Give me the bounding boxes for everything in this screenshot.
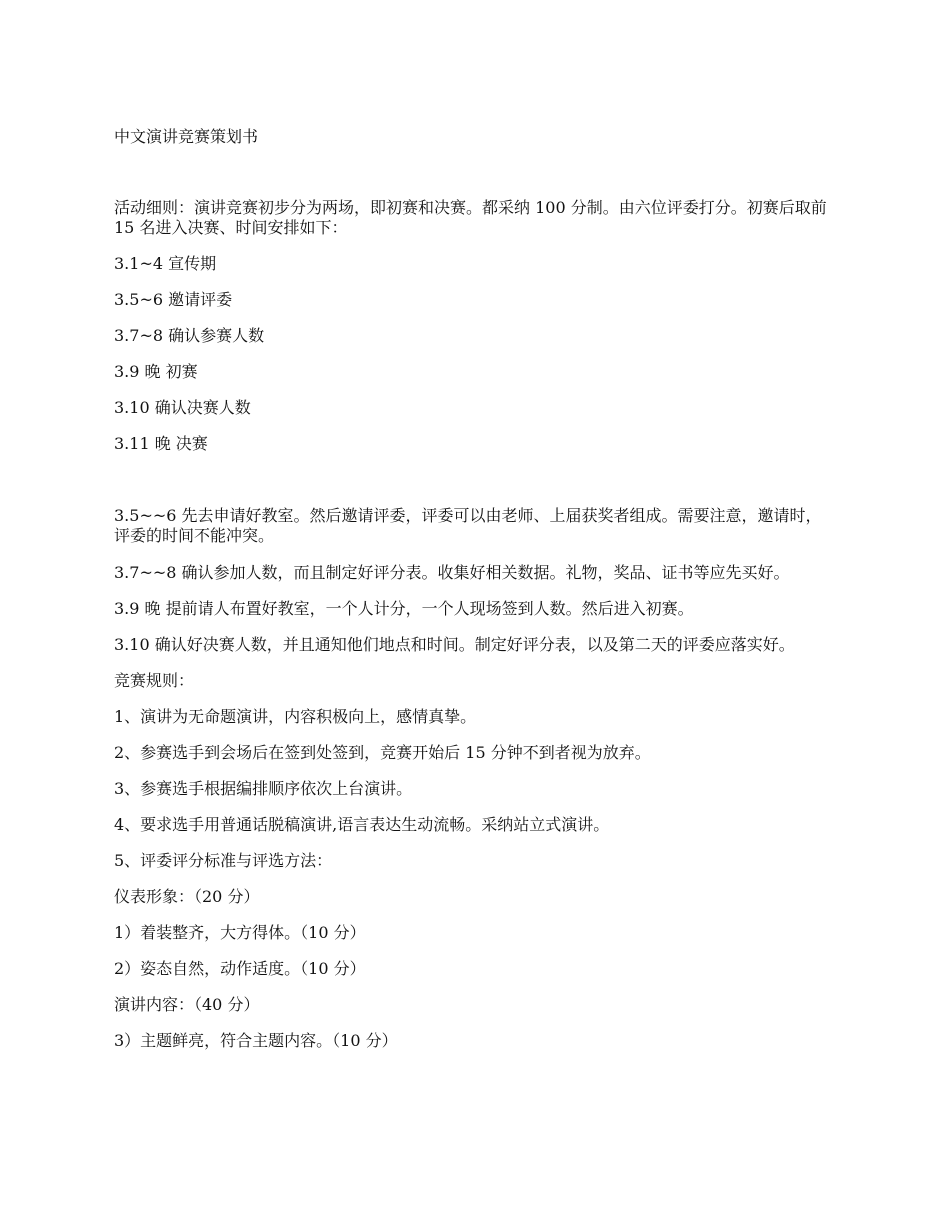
scoring-item: 2）姿态自然，动作适度。（10 分） <box>114 959 366 978</box>
document-body <box>114 198 836 1051</box>
rule-item: 2、参赛选手到会场后在签到处签到，竞赛开始后 15 分钟不到者视为放弃。 <box>114 743 651 762</box>
schedule-item: 3.7~8 确认参赛人数 <box>114 326 265 345</box>
document-title: 中文演讲竞赛策划书 <box>114 127 259 146</box>
intro-paragraph: 活动细则：演讲竞赛初步分为两场，即初赛和决赛。都采纳 100 分制。由六位评委打分。初赛后取前 15 名进入决赛、时间安排如下： <box>114 198 827 237</box>
rule-item: 5、评委评分标准与评选方法： <box>114 851 333 870</box>
detail-paragraph: 3.5~~6 先去申请好教室。然后邀请评委，评委可以由老师、上届获奖者组成。需要注意，邀请时，评委的时间不能冲突。 <box>114 506 822 545</box>
schedule-item: 3.1~4 宣传期 <box>114 254 217 273</box>
rule-item: 1、演讲为无命题演讲，内容积极向上，感情真挚。 <box>114 707 477 726</box>
schedule-item: 3.5~6 邀请评委 <box>114 290 233 309</box>
detail-paragraph: 3.9 晚 提前请人布置好教室，一个人计分，一个人现场签到人数。然后进入初赛。 <box>114 599 694 618</box>
schedule-item: 3.11 晚 决赛 <box>114 434 208 453</box>
scoring-item: 3）主题鲜亮，符合主题内容。（10 分） <box>114 1031 398 1050</box>
detail-paragraph: 3.10 确认好决赛人数，并且通知他们地点和时间。制定好评分表，以及第二天的评委应落实好。 <box>114 635 795 654</box>
rule-item: 4、要求选手用普通话脱稿演讲,语言表达生动流畅。采纳站立式演讲。 <box>114 815 610 834</box>
scoring-item: 1）着装整齐，大方得体。（10 分） <box>114 923 366 942</box>
detail-paragraph: 3.7~~8 确认参加人数，而且制定好评分表。收集好相关数据。礼物，奖品、证书等应先买好。 <box>114 563 790 582</box>
scoring-item: 演讲内容：（40 分） <box>114 995 260 1014</box>
rule-item: 3、参赛选手根据编排顺序依次上台演讲。 <box>114 779 413 798</box>
schedule-item: 3.9 晚 初赛 <box>114 362 198 381</box>
rules-heading: 竞赛规则： <box>114 671 195 690</box>
schedule-item: 3.10 确认决赛人数 <box>114 398 251 417</box>
scoring-item: 仪表形象：（20 分） <box>114 887 260 906</box>
